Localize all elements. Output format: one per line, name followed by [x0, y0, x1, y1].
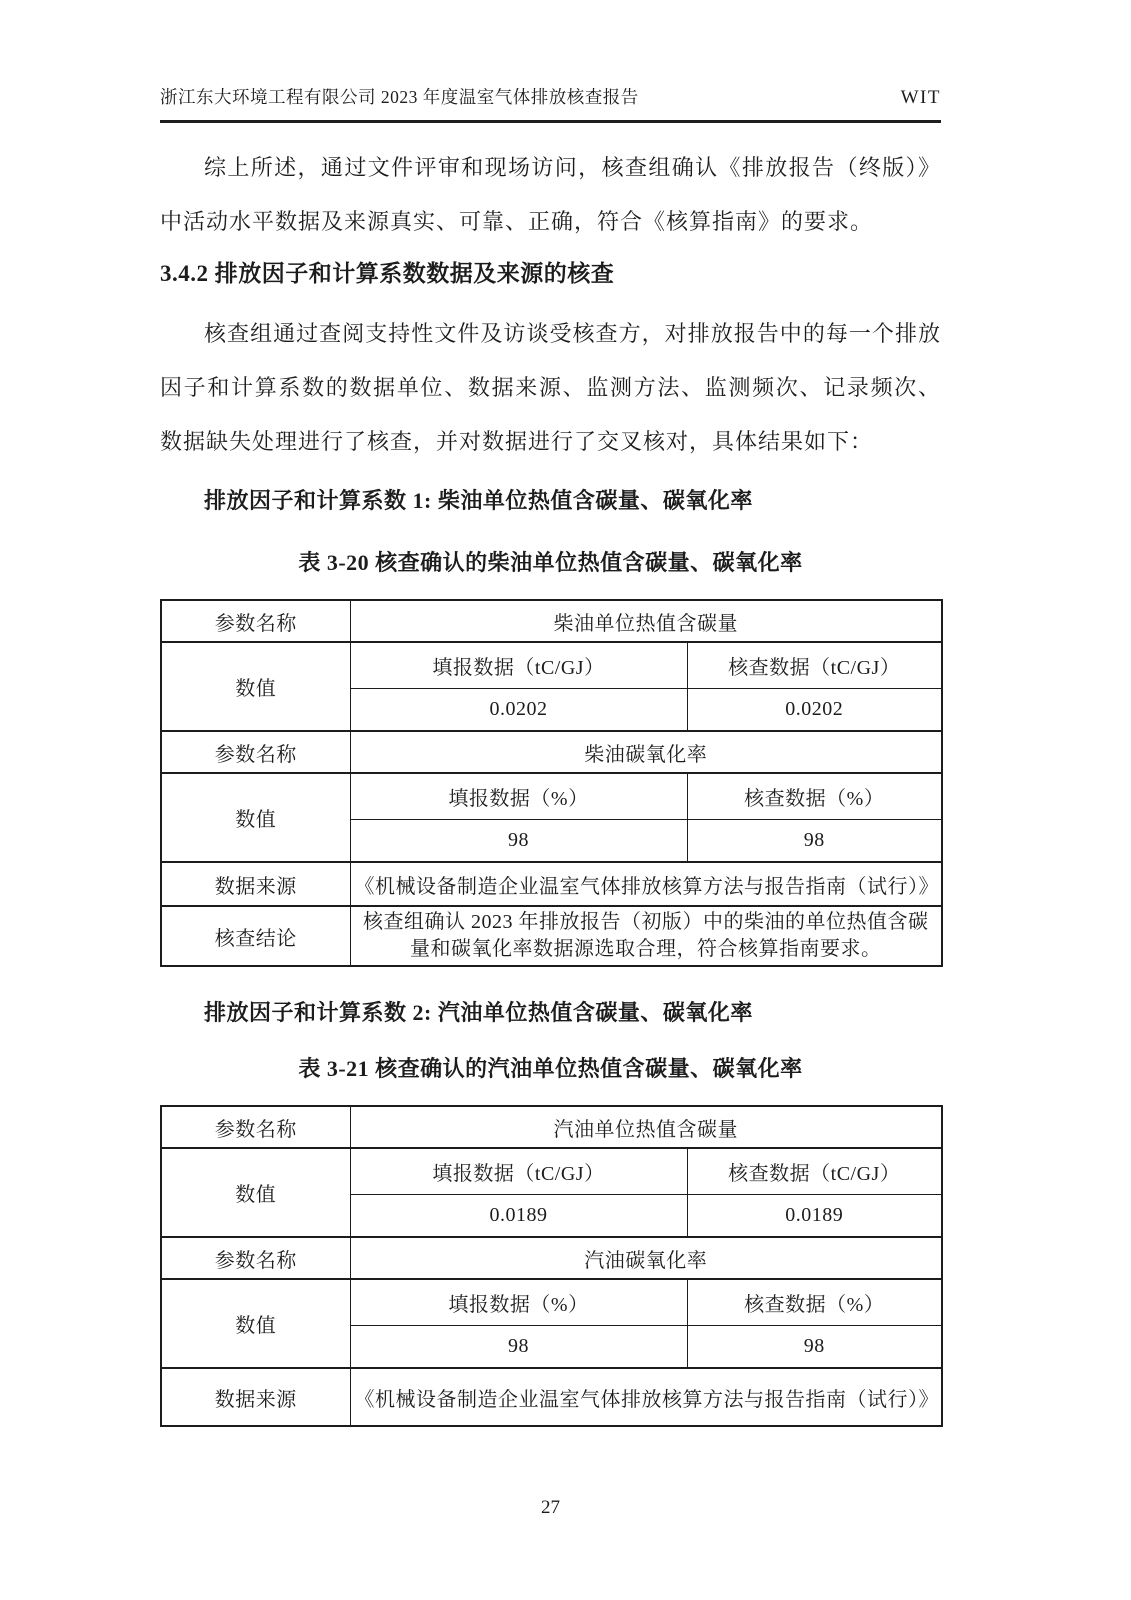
- values2-verified-cell: 98: [687, 819, 942, 862]
- table-row: [161, 773, 942, 819]
- table-row: [161, 906, 942, 966]
- param2-label-cell: 参数名称: [161, 731, 350, 773]
- header-brand-wit: WIT: [900, 87, 941, 108]
- conclusion-value-cell: 核查组确认 2023 年排放报告（初版）中的柴油的单位热值含碳量和碳氧化率数据源选取合理，符合核算指南要求。: [350, 906, 942, 966]
- header-title: 浙江东大环境工程有限公司 2023 年度温室气体排放核查报告: [160, 87, 639, 107]
- page-content: [160, 0, 941, 1519]
- values1-reported-header-cell: 填报数据（tC/GJ）: [350, 1148, 687, 1194]
- values2-label-cell: 数值: [161, 773, 350, 862]
- source-value-cell: 《机械设备制造企业温室气体排放核算方法与报告指南（试行）》: [350, 862, 942, 906]
- param1-name-cell: 汽油单位热值含碳量: [350, 1106, 942, 1148]
- values2-verified-header-cell: 核查数据（%）: [687, 1279, 942, 1325]
- values1-verified-cell: 0.0189: [687, 1194, 942, 1237]
- table-row: [161, 1148, 942, 1194]
- values1-reported-cell: 0.0189: [350, 1194, 687, 1237]
- conclusion-label-cell: 核查结论: [161, 906, 350, 966]
- paragraph-method: 核查组通过查阅支持性文件及访谈受核查方，对排放报告中的每一个排放因子和计算系数的数据单位、数据来源、监测方法、监测频次、记录频次、数据缺失处理进行了核查，并对数据进行了交叉核对，具体结果如下：: [160, 321, 941, 454]
- table-3-21-caption: 表 3-21 核查确认的汽油单位热值含碳量、碳氧化率: [298, 1056, 803, 1081]
- table-row: [161, 1279, 942, 1325]
- table-row: [161, 1368, 942, 1426]
- table-row: [161, 1106, 942, 1148]
- values2-verified-cell: 98: [687, 1325, 942, 1368]
- source-value-cell: 《机械设备制造企业温室气体排放核算方法与报告指南（试行）》: [350, 1368, 942, 1426]
- values2-reported-header-cell: 填报数据（%）: [350, 773, 687, 819]
- values2-reported-cell: 98: [350, 1325, 687, 1368]
- table-row: [161, 862, 942, 906]
- values2-reported-header-cell: 填报数据（%）: [350, 1279, 687, 1325]
- source-label-cell: 数据来源: [161, 1368, 350, 1426]
- table-3-21: [160, 1105, 943, 1427]
- values1-label-cell: 数值: [161, 1148, 350, 1237]
- values2-label-cell: 数值: [161, 1279, 350, 1368]
- paragraph-summary: 综上所述，通过文件评审和现场访问，核查组确认《排放报告（终版）》中活动水平数据及来源真实、可靠、正确，符合《核算指南》的要求。: [160, 155, 941, 234]
- factor1-subheading: 排放因子和计算系数 1: 柴油单位热值含碳量、碳氧化率: [204, 488, 753, 513]
- source-label-cell: 数据来源: [161, 862, 350, 906]
- page-header: [160, 0, 941, 109]
- table-3-20-caption: 表 3-20 核查确认的柴油单位热值含碳量、碳氧化率: [298, 550, 803, 575]
- values2-reported-cell: 98: [350, 819, 687, 862]
- values1-reported-cell: 0.0202: [350, 688, 687, 731]
- values1-verified-cell: 0.0202: [687, 688, 942, 731]
- table-row: [161, 642, 942, 688]
- values2-verified-header-cell: 核查数据（%）: [687, 773, 942, 819]
- page-number: 27: [541, 1497, 560, 1518]
- table-3-20: [160, 599, 943, 967]
- param1-label-cell: 参数名称: [161, 600, 350, 642]
- section-heading-3-4-2: 3.4.2 排放因子和计算系数数据及来源的核查: [160, 261, 615, 286]
- values1-verified-header-cell: 核查数据（tC/GJ）: [687, 642, 942, 688]
- table-row: [161, 600, 942, 642]
- values1-label-cell: 数值: [161, 642, 350, 731]
- param2-label-cell: 参数名称: [161, 1237, 350, 1279]
- header-rule: [160, 120, 941, 123]
- param2-name-cell: 汽油碳氧化率: [350, 1237, 942, 1279]
- param2-name-cell: 柴油碳氧化率: [350, 731, 942, 773]
- page-footer: [160, 1497, 941, 1519]
- param1-name-cell: 柴油单位热值含碳量: [350, 600, 942, 642]
- table-row: [161, 731, 942, 773]
- factor2-subheading: 排放因子和计算系数 2: 汽油单位热值含碳量、碳氧化率: [204, 1000, 753, 1025]
- values1-reported-header-cell: 填报数据（tC/GJ）: [350, 642, 687, 688]
- values1-verified-header-cell: 核查数据（tC/GJ）: [687, 1148, 942, 1194]
- table-row: [161, 1237, 942, 1279]
- param1-label-cell: 参数名称: [161, 1106, 350, 1148]
